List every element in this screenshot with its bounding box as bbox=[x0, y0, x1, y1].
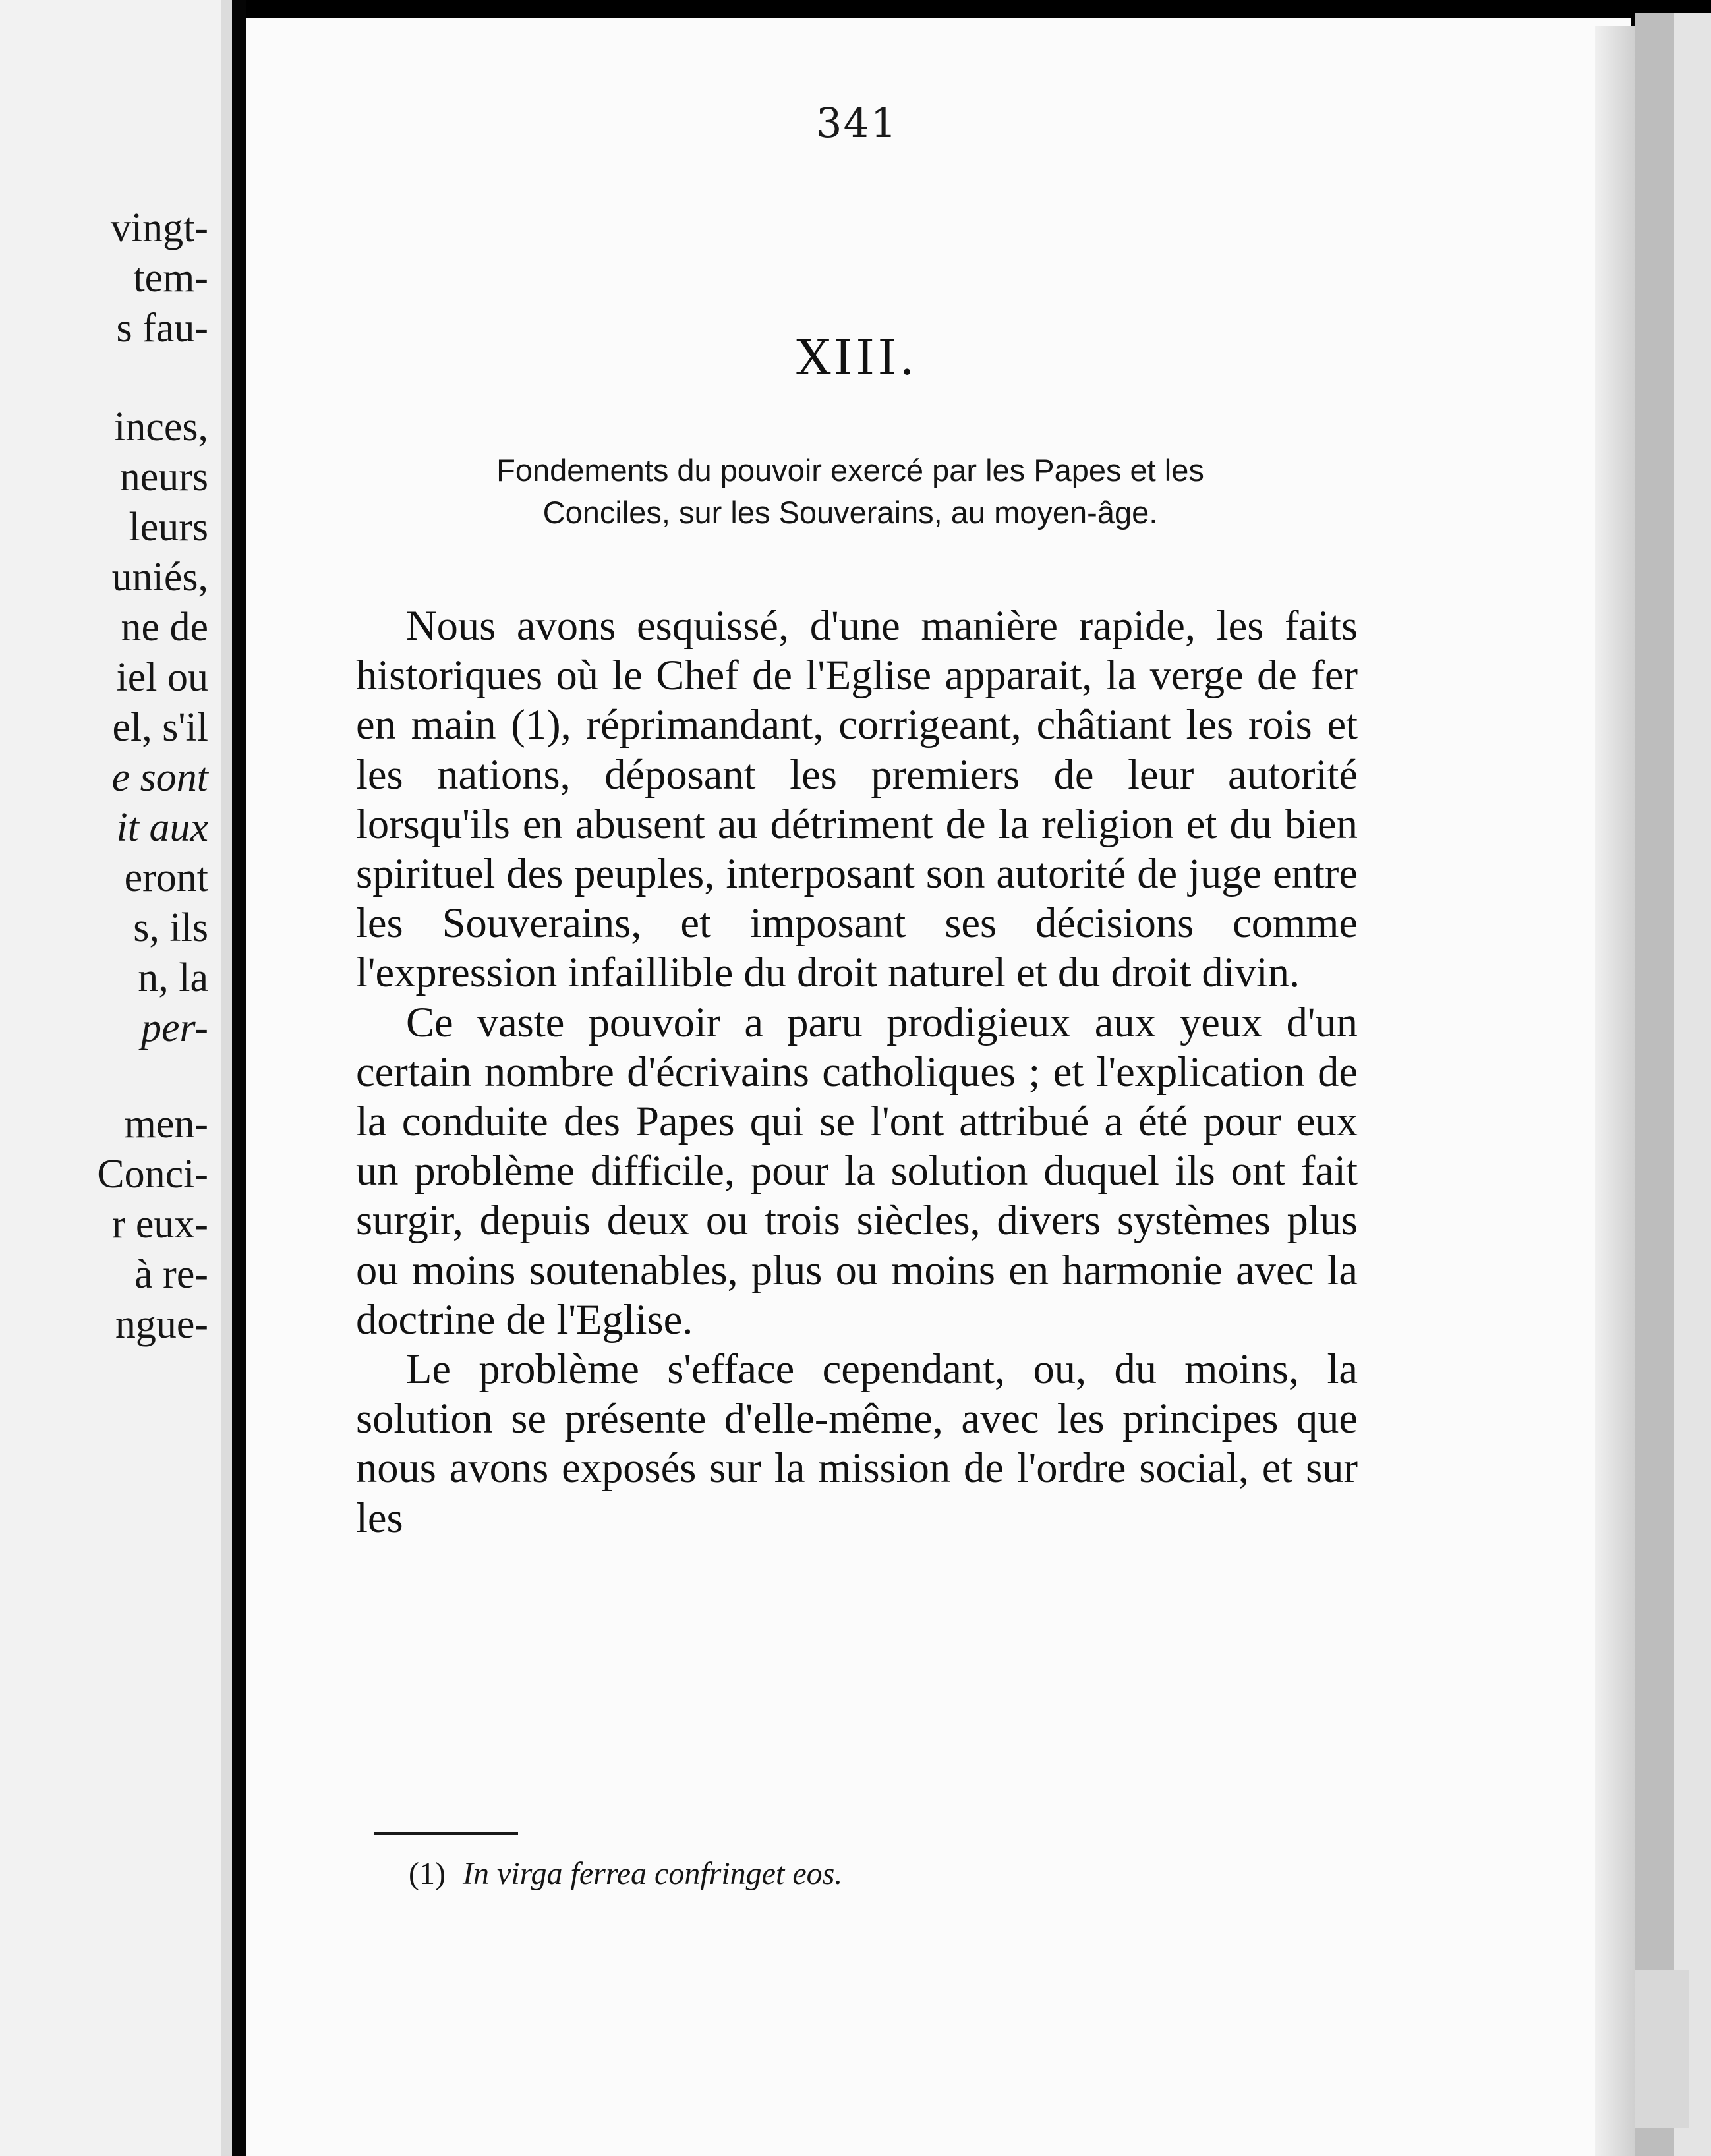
left-page-line: s, ils bbox=[133, 905, 208, 950]
left-page-line: r eux- bbox=[111, 1202, 208, 1247]
left-page-line: e sont bbox=[111, 755, 208, 800]
page-number: 341 bbox=[816, 99, 898, 147]
paragraph-1: Nous avons esquissé, d'une manière rapide, les faits historiques où le Chef de l'Eglise apparait, la verge de fer en main (1), réprimandant, corrigeant, châtiant les rois et les nations, déposant les premiers de leur autorité lorsqu'ils en abusent au détriment de la religion et du bien spirituel des peuples, interposant son autorité de juge entre les Souverains, et imposant ses décisions comme l'expression infaillible du droit naturel et du droit divin. bbox=[356, 602, 1358, 996]
left-page-line: eront bbox=[124, 855, 208, 900]
top-border bbox=[246, 0, 1711, 18]
left-page-line: vingt- bbox=[110, 206, 208, 250]
left-page-line: s fau- bbox=[116, 306, 208, 351]
footnote-text: In virga ferrea confringet eos. bbox=[462, 1856, 843, 1891]
paragraph-2: Ce vaste pouvoir a paru prodigieux aux yeux d'un certain nombre d'écrivains catholiques ; et l'explication de la conduite des Papes qui se l'ont attribué a été pour eux un problème difficile, pour la solution duquel ils ont fait surgir, depuis deux ou trois siècles, divers systèmes plus ou moins soutenables, plus ou moins en harmonie avec la doctrine de l'Eglise. bbox=[356, 998, 1358, 1343]
left-page-line: men- bbox=[124, 1102, 208, 1147]
left-page-line: uniés, bbox=[111, 555, 208, 600]
left-page-line: à re- bbox=[134, 1252, 208, 1297]
left-page-line: it aux bbox=[116, 805, 208, 850]
left-page-line: Conci- bbox=[97, 1152, 208, 1197]
chapter-subtitle bbox=[349, 449, 1351, 534]
left-page-line: neurs bbox=[119, 455, 208, 499]
left-page-line: ngue- bbox=[115, 1302, 208, 1347]
left-page-line: inces, bbox=[114, 405, 208, 449]
left-page-fragment bbox=[0, 0, 221, 2156]
subtitle-line-1: Fondements du pouvoir exercé par les Papes et les bbox=[496, 453, 1204, 488]
chapter-number: XIII. bbox=[796, 329, 917, 386]
footnote bbox=[409, 1853, 1265, 1895]
corner-tab bbox=[1625, 1970, 1689, 2128]
left-page-line: tem- bbox=[133, 256, 208, 300]
page-shadow bbox=[1595, 26, 1635, 2156]
footnote-mark: (1) bbox=[409, 1856, 446, 1891]
left-page-line: el, s'il bbox=[112, 705, 208, 750]
subtitle-line-2: Conciles, sur les Souverains, au moyen-âge. bbox=[542, 495, 1158, 530]
page-edge bbox=[1635, 13, 1674, 2156]
gutter-shadow bbox=[232, 0, 246, 2156]
left-page-line: ne de bbox=[121, 605, 208, 650]
body-text bbox=[356, 601, 1358, 1543]
footnote-rule bbox=[374, 1832, 518, 1835]
left-page-line: iel ou bbox=[116, 655, 208, 700]
left-page-line: per- bbox=[140, 1006, 208, 1050]
paragraph-3: Le problème s'efface cependant, ou, du moins, la solution se présente d'elle-même, avec les principes que nous avons exposés sur la mission de l'ordre social, et sur les bbox=[356, 1346, 1358, 1541]
page-edge-outer bbox=[1674, 13, 1711, 2156]
left-page-line: n, la bbox=[138, 955, 208, 1000]
left-page-line: leurs bbox=[129, 505, 208, 550]
